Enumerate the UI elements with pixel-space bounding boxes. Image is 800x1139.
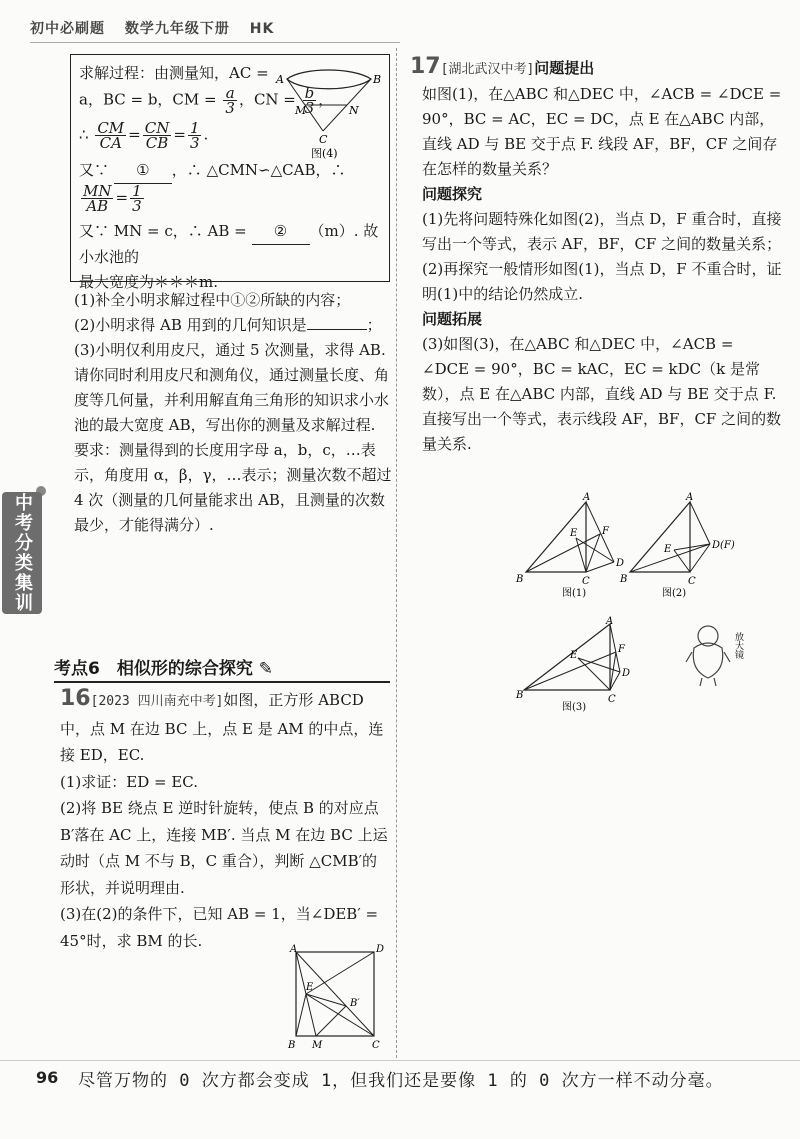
pt-a: A bbox=[276, 73, 284, 86]
frac-cm bbox=[223, 86, 237, 115]
side-tab: 中考分类集训 bbox=[2, 492, 42, 614]
section-title-text: 考点6 相似形的综合探究 bbox=[54, 659, 253, 679]
frac5-n: 1 bbox=[132, 182, 142, 200]
f1-e: E bbox=[570, 528, 578, 539]
tri-abc-3 bbox=[524, 624, 610, 690]
q16-part2: (2)将 BE 绕点 E 逆时针旋转，使点 B 的对应点 B′落在 AC 上，连接 MB′. 当点 M 在边 BC 上运动时（点 M 不与 B，C 重合），判断 △CMB′的形状，并说明理由. bbox=[60, 799, 388, 897]
mascot-body bbox=[693, 643, 722, 678]
solution-box bbox=[70, 54, 390, 291]
ce-3 bbox=[578, 658, 610, 690]
frac1-d: CA bbox=[99, 134, 122, 152]
subject-title: 数学九年级下册 bbox=[124, 21, 230, 37]
square-figure bbox=[284, 944, 384, 1054]
f2-df: D(F) bbox=[712, 540, 735, 551]
q17-part3: (3)如图(3)，在△ABC 和△DEC 中，∠ACB = ∠DCE = 90°，BC = kAC，EC = kDC（k 是常数），点 E 在△ABC 内部，直线 AD 与 BE 交于点 F. 直接写出一个等式，表示线段 AF，BF，CF 之间的数量关系. bbox=[422, 335, 782, 453]
frac2-d: CB bbox=[145, 134, 169, 152]
left-item-2-end: ； bbox=[366, 316, 382, 334]
column-divider bbox=[396, 48, 397, 1058]
eq3: = bbox=[115, 188, 129, 207]
sq-b-prime: B′ bbox=[350, 998, 360, 1009]
f2-b: B bbox=[620, 574, 628, 585]
line-mb2 bbox=[316, 1006, 346, 1036]
box-line5-b: （m）. 故小水池的 bbox=[79, 222, 379, 266]
q17-part1: (1)先将问题特殊化如图(2)，当点 D，F 重合时，直接写出一个等式，表示 AF，BF，CF 之间的数量关系； bbox=[422, 210, 782, 253]
line-ed bbox=[306, 952, 374, 994]
frac-cm-d: 3 bbox=[225, 99, 235, 117]
box-line5 bbox=[79, 219, 381, 270]
frac1 bbox=[95, 121, 126, 150]
sq-e: E bbox=[306, 982, 314, 993]
sq-b: B bbox=[288, 1040, 296, 1051]
q16-stem-text: 如图，正方形 ABCD 中，点 M 在边 BC 上，点 E 是 AM 的中点，连接 ED，EC. bbox=[60, 691, 384, 764]
q17-stem: 如图(1)，在△ABC 和△DEC 中，∠ACB = ∠DCE = 90°，BC = AC，EC = DC，点 E 在△ABC 内部，直线 AD 与 BE 交于点 F. 线段 AF，BF，CF 之间存在怎样的数量关系？ bbox=[422, 85, 782, 178]
sq-a: A bbox=[290, 944, 298, 955]
box-line2-c: ， bbox=[318, 90, 334, 109]
fig1-caption: 图(1) bbox=[562, 588, 587, 599]
footer-rule bbox=[0, 1060, 800, 1061]
frac2-n: CN bbox=[144, 119, 170, 137]
eq1: = bbox=[128, 125, 141, 144]
blank-3[interactable] bbox=[307, 329, 367, 330]
cd-1 bbox=[586, 562, 614, 572]
q16-stem bbox=[60, 686, 390, 769]
box-line5-a: 又∵ MN = c，∴ AB = bbox=[79, 222, 247, 240]
box-line1: 求解过程：由测量知，AC = bbox=[79, 64, 269, 82]
q17-title: 问题提出 bbox=[534, 59, 595, 77]
left-column bbox=[74, 54, 392, 538]
fig4-caption: 图(4) bbox=[311, 147, 338, 159]
f1-a: A bbox=[583, 492, 591, 503]
pt-m: M bbox=[295, 104, 307, 117]
pt-c: C bbox=[319, 133, 328, 146]
box-line2-a: a，BC = b，CM = bbox=[79, 90, 217, 109]
frac5 bbox=[130, 184, 144, 213]
frac3 bbox=[188, 121, 202, 150]
page-number: 96 bbox=[36, 1068, 59, 1087]
pt-n: N bbox=[349, 104, 359, 117]
cd-2 bbox=[690, 544, 710, 572]
right-column bbox=[410, 54, 782, 457]
figure-2 bbox=[618, 490, 768, 600]
f3-e: E bbox=[570, 650, 578, 661]
f1-b: B bbox=[516, 574, 524, 585]
left-item-1: (1)补全小明求解过程中①②所缺的内容； bbox=[74, 291, 351, 309]
fig3-caption: 图(3) bbox=[562, 702, 587, 713]
fig2-caption: 图(2) bbox=[662, 588, 687, 599]
left-item-3: (3)小明仅利用皮尺，通过 5 次测量，求得 AB. 请你同时利用皮尺和测角仪，通过测量长度、角度等几何量，并利用解直角三角形的知识求小水池的最大宽度 AB，写出你的测量及求解过程. bbox=[74, 341, 390, 434]
q17-tag: [湖北武汉中考] bbox=[440, 62, 535, 77]
frac5-d: 3 bbox=[132, 197, 142, 215]
pond-figure bbox=[273, 59, 383, 159]
pencil-icon: ✎ bbox=[258, 659, 273, 679]
pt-b: B bbox=[373, 73, 382, 86]
left-item-4: 要求：测量得到的长度用字母 a，b，c，…表示，角度用 α，β，γ，…表示；测量次数不超过 4 次（测量的几何量能求出 AB，且测量的次数最少，才能得满分）. bbox=[74, 441, 392, 534]
frac3-d: 3 bbox=[189, 134, 200, 152]
frac4 bbox=[81, 184, 113, 213]
sq-m: M bbox=[312, 1040, 323, 1051]
frac4-n: MN bbox=[83, 182, 112, 200]
q17-part2: (2)再探究一般情形如图(1)，当点 D，F 不重合时，证明(1)中的结论仍然成立. bbox=[422, 260, 782, 303]
frac-cn-d: 3 bbox=[304, 99, 315, 117]
f1-c: C bbox=[582, 576, 590, 587]
be-1 bbox=[526, 534, 600, 572]
box-line6: 最大宽度为＊＊＊m. bbox=[79, 273, 218, 291]
frac4-d: AB bbox=[86, 197, 109, 215]
box-line4 bbox=[79, 158, 381, 213]
f1-f: F bbox=[602, 526, 609, 537]
blank-1[interactable]: ① bbox=[114, 158, 172, 184]
section-title bbox=[54, 654, 273, 679]
eq2: = bbox=[173, 125, 186, 144]
frac1-n: CM bbox=[97, 119, 125, 137]
left-item-2-text: (2)小明求得 AB 用到的几何知识是 bbox=[74, 316, 307, 334]
f1-d: D bbox=[616, 558, 625, 569]
q16-part1: (1)求证：ED = EC. bbox=[60, 772, 198, 791]
box-line3-pre: ∴ bbox=[79, 125, 89, 144]
sq-d: D bbox=[376, 944, 384, 955]
f3-c: C bbox=[608, 694, 616, 705]
box-line4-b: ，∴ △CMN∽△CAB，∴ bbox=[171, 161, 346, 179]
q17-header bbox=[410, 54, 782, 82]
frac-cm-n: a bbox=[223, 86, 237, 101]
sq-c: C bbox=[372, 1040, 380, 1051]
ed-2 bbox=[674, 544, 710, 550]
figure-3 bbox=[512, 616, 642, 716]
f3-a: A bbox=[606, 616, 614, 627]
edition-label: HK bbox=[249, 21, 275, 37]
q16-tag: [2023 四川南充中考] bbox=[90, 694, 224, 709]
q17-sub2: 问题拓展 bbox=[422, 310, 483, 328]
f3-d: D bbox=[622, 668, 631, 679]
mascot-arms bbox=[686, 652, 730, 662]
mascot-figure bbox=[684, 618, 764, 688]
f2-a: A bbox=[686, 492, 694, 503]
q16-number: 16 bbox=[60, 686, 91, 711]
question-16 bbox=[60, 686, 390, 954]
frac2 bbox=[143, 121, 172, 150]
blank-2[interactable]: ② bbox=[252, 219, 310, 245]
pond-outline bbox=[287, 70, 371, 89]
box-line2-b: ，CN = bbox=[238, 90, 296, 109]
magnifier-label: 放大镜 bbox=[733, 632, 743, 659]
line-ec bbox=[306, 994, 374, 1036]
page-header bbox=[30, 18, 750, 38]
section-rule bbox=[54, 681, 390, 683]
q17-sub1: 问题探究 bbox=[422, 185, 483, 203]
box-line4-a: 又∵ bbox=[79, 161, 110, 179]
ad-2 bbox=[690, 502, 710, 544]
q17-number: 17 bbox=[410, 54, 441, 79]
footer-quote: 尽管万物的 0 次方都会变成 1，但我们还是要像 1 的 0 次方一样不动分毫。 bbox=[78, 1071, 724, 1091]
frac3-n: 1 bbox=[189, 119, 200, 137]
f2-e: E bbox=[664, 544, 672, 555]
left-item-2 bbox=[74, 313, 392, 338]
header-rule bbox=[30, 42, 400, 43]
f3-b: B bbox=[516, 690, 524, 701]
f3-f: F bbox=[618, 644, 625, 655]
frac-cn-n: b bbox=[304, 84, 315, 102]
line-eb bbox=[296, 994, 306, 1036]
q16-part3: (3)在(2)的条件下，已知 AB = 1，当∠DEB′ = 45°时，求 BM 的长. bbox=[60, 905, 379, 950]
mascot-legs bbox=[700, 678, 716, 686]
book-title: 初中必刷题 bbox=[30, 21, 105, 37]
f2-c: C bbox=[688, 576, 696, 587]
box-line3-end: . bbox=[203, 125, 209, 144]
